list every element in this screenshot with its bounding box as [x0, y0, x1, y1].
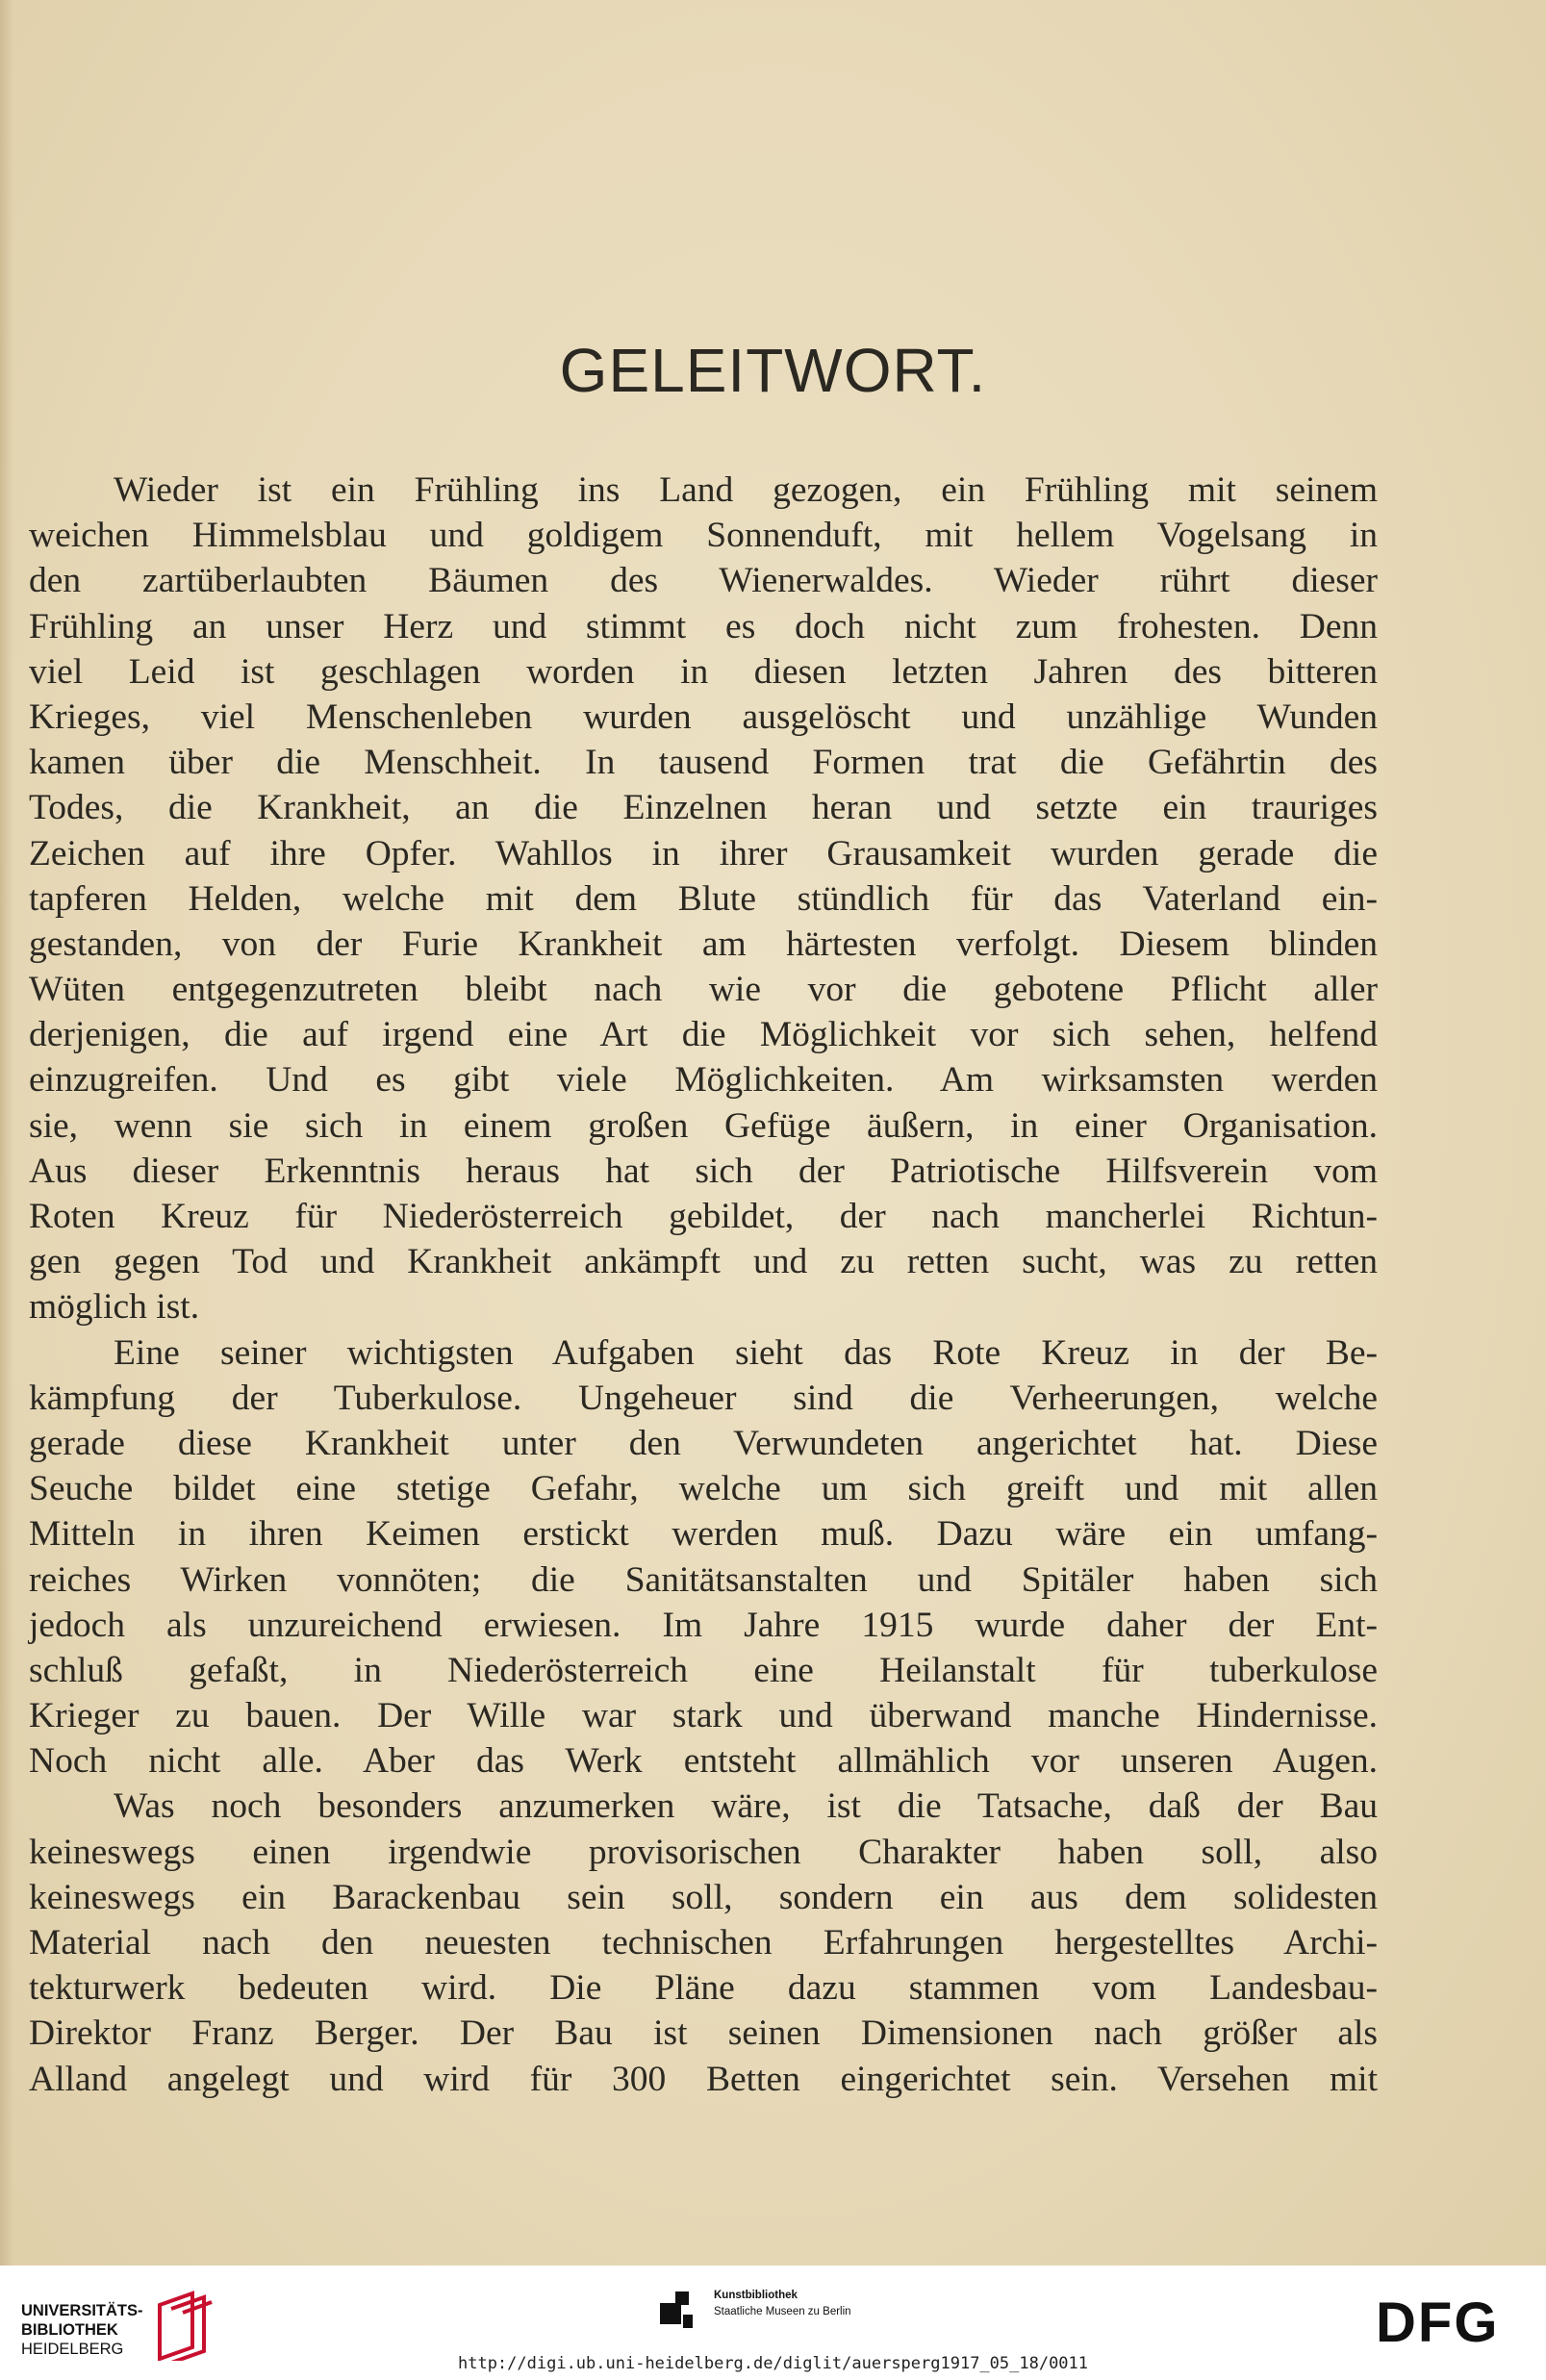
ub-logo-line1: UNIVERSITÄTS-	[21, 2302, 143, 2319]
text-line: Zeichen auf ihre Opfer. Wahllos in ihrer Grausamkeit wurden gerade die	[29, 833, 1378, 874]
text-line: schluß gefaßt, in Niederösterreich eine Heilanstalt für tuberkulose	[29, 1650, 1378, 1690]
page-url[interactable]: http://digi.ub.uni-heidelberg.de/diglit/auersperg1917_05_18/0011	[457, 2354, 1089, 2373]
text-line: weichen Himmelsblau und goldigem Sonnenduft, mit hellem Vogelsang in	[29, 516, 1378, 556]
body-text	[29, 468, 1378, 2102]
text-line: jedoch als unzureichend erwiesen. Im Jahre 1915 wurde daher der Ent-	[29, 1605, 1378, 1645]
kb-logo-line2: Staatliche Museen zu Berlin	[714, 2306, 851, 2317]
text-line: Wüten entgegenzutreten bleibt nach wie vor die gebotene Pflicht aller	[29, 970, 1378, 1010]
text-line: viel Leid ist geschlagen worden in diesen letzten Jahren des bitteren	[29, 651, 1378, 692]
text-line: Was noch besonders anzumerken wäre, ist die Tatsache, daß der Bau	[114, 1786, 1378, 1827]
text-line: Mitteln in ihren Keimen erstickt werden muß. Dazu wäre ein umfang-	[29, 1514, 1378, 1555]
text-line: den zartüberlaubten Bäumen des Wienerwaldes. Wieder rührt dieser	[29, 561, 1378, 601]
text-line: Krieger zu bauen. Der Wille war stark und überwand manche Hindernisse.	[29, 1696, 1378, 1736]
text-line: Roten Kreuz für Niederösterreich gebildet, der nach mancherlei Richtun-	[29, 1197, 1378, 1236]
text-line: derjenigen, die auf irgend eine Art die Möglichkeit vor sich sehen, helfend	[29, 1015, 1378, 1055]
text-line: möglich ist.	[29, 1287, 200, 1328]
text-line: einzugreifen. Und es gibt viele Möglichkeiten. Am wirksamsten werden	[29, 1060, 1378, 1101]
ub-heidelberg-logo[interactable]	[21, 2301, 143, 2359]
text-line: Alland angelegt und wird für 300 Betten eingerichtet sein. Versehen mit	[29, 2059, 1378, 2099]
text-line: reiches Wirken vonnöten; die Sanitätsanstalten und Spitäler haben sich	[29, 1559, 1378, 1600]
text-line: Material nach den neuesten technischen Erfahrungen hergestelltes Archi-	[29, 1923, 1378, 1962]
text-line: gerade diese Krankheit unter den Verwundeten angerichtet hat. Diese	[29, 1423, 1378, 1463]
text-line: gestanden, von der Furie Krankheit am härtesten verfolgt. Diesem blinden	[29, 924, 1378, 964]
ub-logo-line2: BIBLIOTHEK	[21, 2321, 118, 2339]
text-line: tekturwerk bedeuten wird. Die Pläne dazu stammen vom Landesbau-	[29, 1968, 1378, 2009]
text-line: Krieges, viel Menschenleben wurden ausgelöscht und unzählige Wunden	[29, 696, 1378, 737]
ub-logo-line3: HEIDELBERG	[21, 2341, 124, 2358]
text-line: kämpfung der Tuberkulose. Ungeheuer sind die Verheerungen, welche	[29, 1378, 1378, 1418]
text-line: Noch nicht alle. Aber das Werk entsteht allmählich vor unseren Augen.	[29, 1741, 1378, 1782]
kb-logo-line1: Kunstbibliothek	[714, 2290, 798, 2301]
kunstbibliothek-logo-mark-icon	[658, 2290, 700, 2332]
text-line: keineswegs einen irgendwie provisorischen Charakter haben soll, also	[29, 1832, 1378, 1872]
ub-logo-mark-icon	[154, 2290, 215, 2361]
dfg-logo[interactable]: DFG	[1376, 2291, 1500, 2354]
text-line: kamen über die Menschheit. In tausend Formen trat die Gefährtin des	[29, 743, 1378, 783]
text-line: tapferen Helden, welche mit dem Blute stündlich für das Vaterland ein-	[29, 878, 1378, 919]
kunstbibliothek-logo[interactable]	[714, 2288, 851, 2320]
text-line: Direktor Franz Berger. Der Bau ist seinen Dimensionen nach größer als	[29, 2013, 1378, 2054]
text-line: keineswegs ein Barackenbau sein soll, sondern ein aus dem solidesten	[29, 1877, 1378, 1917]
text-line: Frühling an unser Herz und stimmt es doch nicht zum frohesten. Denn	[29, 606, 1378, 646]
text-line: Wieder ist ein Frühling ins Land gezogen, ein Frühling mit seinem	[114, 470, 1378, 510]
text-line: sie, wenn sie sich in einem großen Gefüge äußern, in einer Organisation.	[29, 1105, 1378, 1146]
text-line: Aus dieser Erkenntnis heraus hat sich der Patriotische Hilfsverein vom	[29, 1151, 1378, 1191]
page-heading: GELEITWORT.	[559, 336, 987, 405]
text-line: gen gegen Tod und Krankheit ankämpft und zu retten sucht, was zu retten	[29, 1242, 1378, 1282]
text-line: Eine seiner wichtigsten Aufgaben sieht das Rote Kreuz in der Be-	[114, 1332, 1378, 1373]
text-line: Todes, die Krankheit, an die Einzelnen heran und setzte ein trauriges	[29, 788, 1378, 828]
text-line: Seuche bildet eine stetige Gefahr, welche um sich greift und mit allen	[29, 1469, 1378, 1509]
